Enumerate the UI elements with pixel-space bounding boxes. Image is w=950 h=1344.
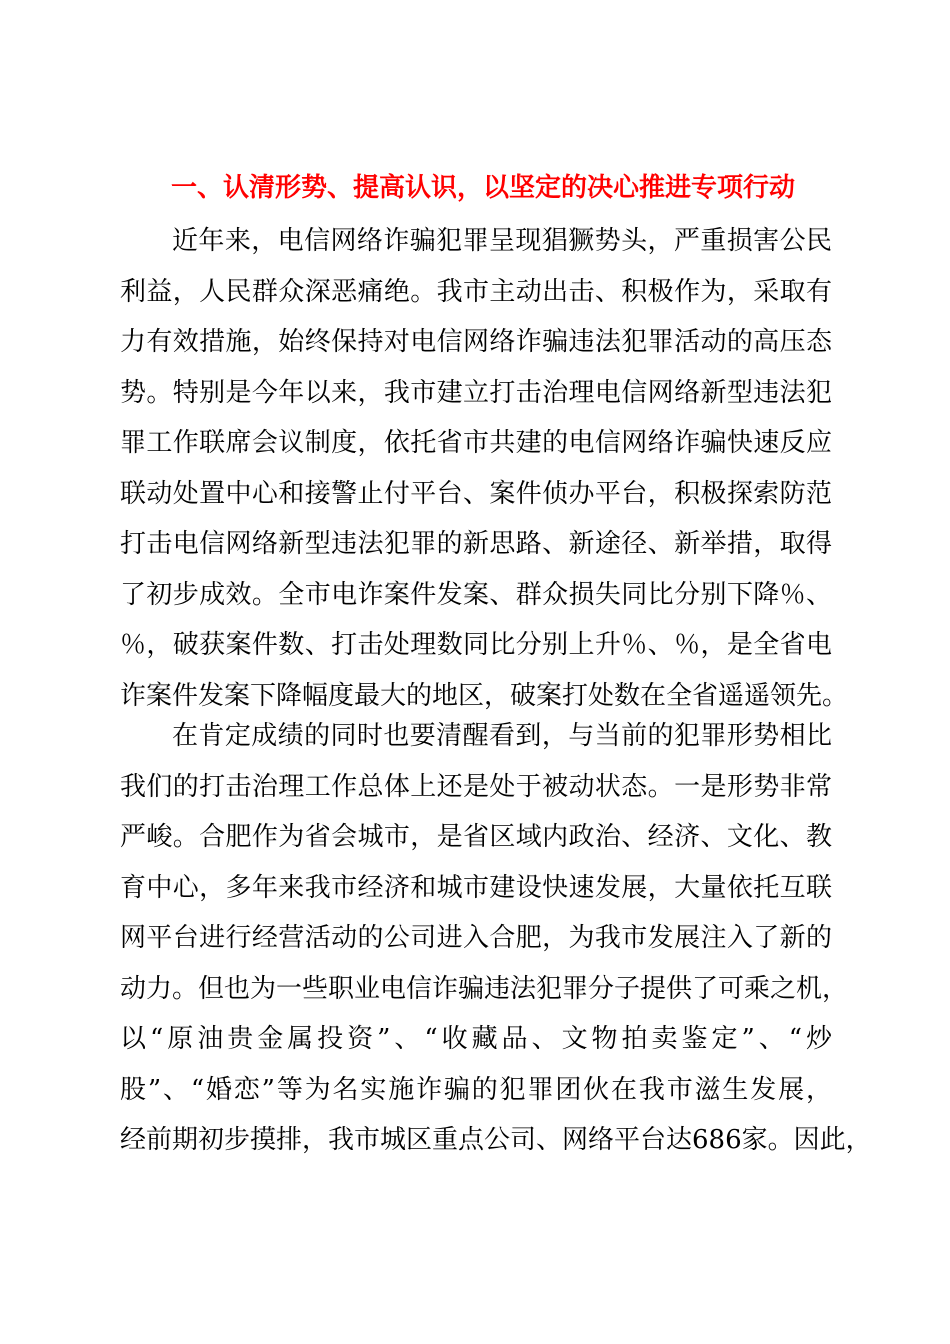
text-line: 育中心，多年来我市经济和城市建设快速发展，大量依托互联 [120,872,832,903]
section-heading: 一、认清形势、提高认识，以坚定的决心推进专项行动 [171,173,796,203]
text-line: 罪工作联席会议制度，依托省市共建的电信网络诈骗快速反应 [120,428,832,458]
text-line: ％，破获案件数、打击处理数同比分别上升％、％，是全省电 [120,630,832,660]
text-line: 以“原油贵金属投资”、“收藏品、文物拍卖鉴定”、“炒 [120,1024,832,1054]
text-line: 力有效措施，始终保持对电信网络诈骗违法犯罪活动的高压态 [120,327,832,357]
text-line: 在肯定成绩的同时也要清醒看到，与当前的犯罪形势相比 [172,721,832,751]
text-line: 打击电信网络新型违法犯罪的新思路、新途径、新举措，取得 [120,529,832,559]
text-line: 动力。但也为一些职业电信诈骗违法犯罪分子提供了可乘之机， [120,973,849,1004]
text-line: 了初步成效。全市电诈案件发案、群众损失同比分别下降％、 [120,579,832,610]
text-line: 股”、“婚恋”等为名实施诈骗的犯罪团伙在我市滋生发展， [120,1074,832,1105]
text-line: 近年来，电信网络诈骗犯罪呈现猖獗势头，严重损害公民 [172,226,832,256]
text-line: 网平台进行经营活动的公司进入合肥，为我市发展注入了新的 [120,923,832,953]
text-line: 联动处置中心和接警止付平台、案件侦办平台，积极探索防范 [120,478,832,509]
text-line: 势。特别是今年以来，我市建立打击治理电信网络新型违法犯 [120,377,832,408]
text-line: 诈案件发案下降幅度最大的地区，破案打处数在全省遥遥领先。 [120,680,849,711]
text-line: 经前期初步摸排，我市城区重点公司、网络平台达686家。因此， [120,1125,872,1155]
paragraph-1 [120,216,849,721]
text-line: 严峻。合肥作为省会城市，是省区域内政治、经济、文化、教 [120,822,832,852]
paragraph-2 [120,711,872,1166]
text-line: 利益，人民群众深恶痛绝。我市主动出击、积极作为，采取有 [120,276,832,307]
text-line: 我们的打击治理工作总体上还是处于被动状态。一是形势非常 [120,771,832,802]
